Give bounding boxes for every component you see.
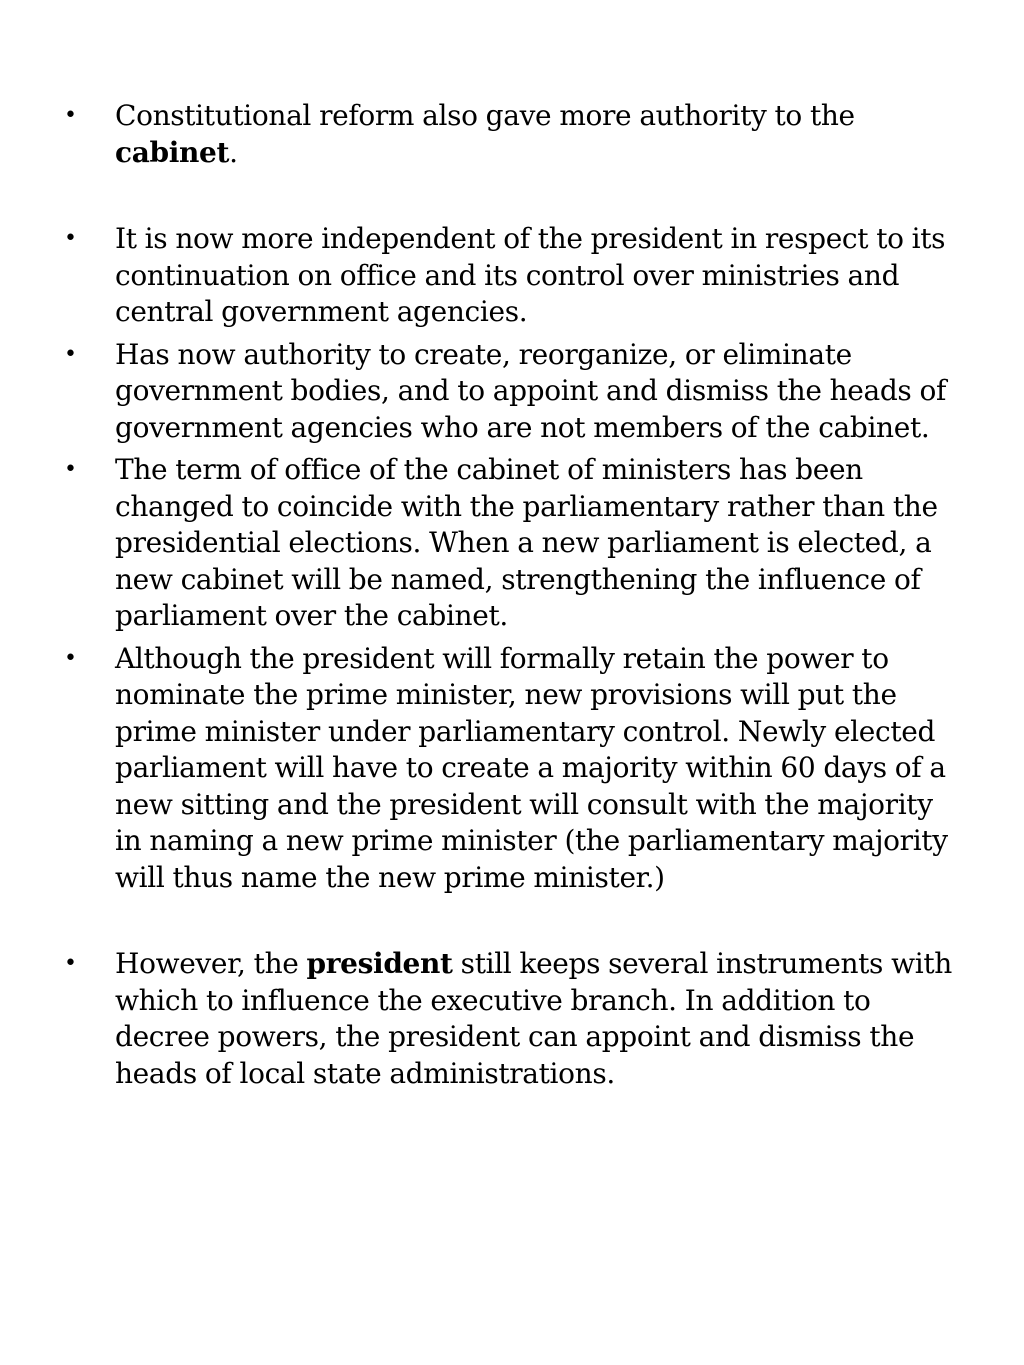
bullet-icon: •	[64, 341, 77, 367]
bullet-text: The term of office of the cabinet of ministers has been changed to coincide with the parliamentary rather than the presidential elections. When a new parliament is elected, a new cabinet will be named, strengthening the influence of parliament over the cabinet.	[115, 453, 938, 632]
bullet-text: Constitutional reform also gave more authority to the	[115, 99, 855, 132]
bullet-item-term-of-office	[64, 452, 964, 635]
bold-term-cabinet: cabinet	[115, 135, 230, 169]
bullet-item-government-bodies	[64, 337, 964, 447]
bullet-text: Although the president will formally retain the power to nominate the prime minister, new provisions will put the prime minister under parliamentary control. Newly elected parliament will have to create a majority within 60 days of a new sitting and the president will consult with the majority in naming a new prime minister (the parliamentary majority will thus name the new prime minister.)	[115, 641, 948, 894]
bullet-icon: •	[64, 226, 77, 251]
bullet-text-end: .	[229, 135, 238, 169]
bullet-icon: •	[64, 103, 77, 128]
bullet-item-prime-minister	[64, 641, 964, 897]
bullet-text-end: still keeps several instruments with which to influence the executive branch. In addition to decree powers, the president can appoint and dismiss the heads of local state administrations.	[115, 947, 952, 1090]
bullet-item-president-instruments	[64, 946, 964, 1092]
bullet-text: However, the	[115, 947, 307, 980]
bullet-text: Has now authority to create, reorganize, or eliminate government bodies, and to appoint and dismiss the heads of government agencies who are not members of the cabinet.	[115, 337, 947, 444]
bold-term-president: president	[306, 947, 453, 980]
bullet-item-independence	[64, 221, 964, 331]
bullet-icon: •	[64, 951, 77, 976]
bullet-item-cabinet-authority	[64, 98, 964, 171]
bullet-list	[64, 98, 964, 1092]
bullet-text: It is now more independent of the president in respect to its continuation on office and its control over ministries and central government agencies.	[115, 222, 946, 328]
bullet-icon: •	[64, 457, 77, 482]
bullet-icon: •	[64, 645, 77, 671]
